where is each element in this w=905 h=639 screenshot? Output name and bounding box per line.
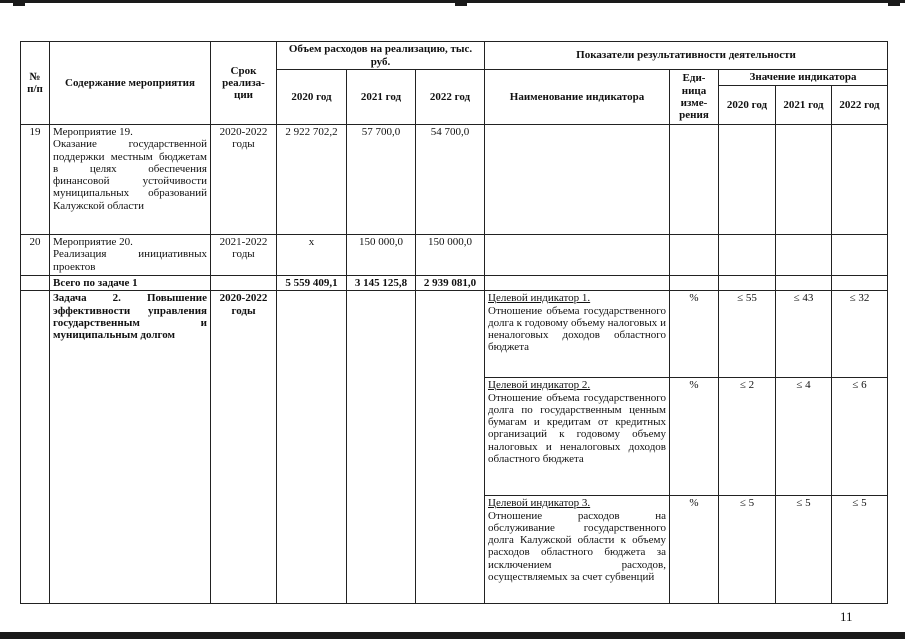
- measure-term: 2021-2022 годы: [211, 235, 277, 276]
- measure-cell: [50, 235, 211, 276]
- header-num: № п/п: [21, 42, 50, 125]
- indicator-title: Целевой индикатор 2.: [488, 379, 591, 392]
- header-value-year-2021: 2021 год: [776, 86, 832, 125]
- table-row: [21, 125, 888, 235]
- indicator-2022: ≤ 5: [832, 496, 888, 604]
- scan-mark: [13, 0, 25, 6]
- scan-mark: [888, 0, 900, 6]
- header-cost-year-2021: 2021 год: [347, 70, 416, 125]
- header-cost-year-2022: 2022 год: [416, 70, 485, 125]
- table-row: [21, 291, 888, 378]
- header-unit: Еди-ница изме-рения: [670, 70, 719, 125]
- total-2020: 5 559 409,1: [277, 276, 347, 291]
- indicator-title: Целевой индикатор 1.: [488, 292, 591, 305]
- cost-2020: 2 922 702,2: [277, 125, 347, 235]
- indicator-unit: %: [670, 291, 719, 378]
- row-num: 19: [21, 125, 50, 235]
- header-content: Содержание мероприятия: [50, 42, 211, 125]
- indicator-cell: [485, 378, 670, 496]
- indicator-2021: ≤ 43: [776, 291, 832, 378]
- cost-2022: 150 000,0: [416, 235, 485, 276]
- task2-term: 2020-2022 годы: [211, 291, 277, 604]
- measure-title: Мероприятие 20.: [53, 236, 133, 248]
- indicator-2022: ≤ 32: [832, 291, 888, 378]
- indicator-unit: %: [670, 378, 719, 496]
- measure-desc: Оказание государственной поддержки местным бюджетам в целях обеспечения финансовой устойчивости муниципальных образований Калужской области: [53, 138, 207, 212]
- total-2021: 3 145 125,8: [347, 276, 416, 291]
- task2-title: Задача 2. Повышение эффективности управления государственным и муниципальным долгом: [50, 291, 211, 604]
- header-indicator-value: Значение индикатора: [719, 70, 888, 86]
- header-value-year-2020: 2020 год: [719, 86, 776, 125]
- indicator-2020: ≤ 2: [719, 378, 776, 496]
- total-2022: 2 939 081,0: [416, 276, 485, 291]
- indicator-unit: %: [670, 496, 719, 604]
- header-results: Показатели результативности деятельности: [485, 42, 888, 70]
- indicator-cell: [485, 291, 670, 378]
- indicator-2021: ≤ 5: [776, 496, 832, 604]
- measure-term: 2020-2022 годы: [211, 125, 277, 235]
- scan-mark: [455, 0, 467, 6]
- header-costs: Объем расходов на реализацию, тыс. руб.: [277, 42, 485, 70]
- indicator-2022: ≤ 6: [832, 378, 888, 496]
- measure-cell: [50, 125, 211, 235]
- header-term: Срок реализа-ции: [211, 42, 277, 125]
- program-table: [20, 41, 888, 604]
- total-label: Всего по задаче 1: [50, 276, 211, 291]
- indicator-title: Целевой индикатор 3.: [488, 497, 591, 510]
- total-row: [21, 276, 888, 291]
- header-indicator-name: Наименование индикатора: [485, 70, 670, 125]
- indicator-2020: ≤ 5: [719, 496, 776, 604]
- cost-2021: 150 000,0: [347, 235, 416, 276]
- measure-desc: Реализация инициативных проектов: [53, 248, 207, 273]
- cost-2021: 57 700,0: [347, 125, 416, 235]
- scan-border-top: [0, 0, 905, 3]
- indicator-cell: [485, 496, 670, 604]
- header-cost-year-2020: 2020 год: [277, 70, 347, 125]
- row-num: 20: [21, 235, 50, 276]
- cost-2022: 54 700,0: [416, 125, 485, 235]
- page-number: 11: [840, 609, 853, 624]
- indicator-desc: Отношение объема государственного долга по государственным ценным бумагам и кредитам от кредитных организаций к годовому объему налоговых и неналоговых доходов областного бюджета: [488, 391, 666, 466]
- scan-border-bottom: [0, 632, 905, 639]
- indicator-2021: ≤ 4: [776, 378, 832, 496]
- header-value-year-2022: 2022 год: [832, 86, 888, 125]
- indicator-desc: Отношение объема государственного долга к годовому объему налоговых и неналоговых доходов областного бюджета: [488, 304, 666, 354]
- indicator-desc: Отношение расходов на обслуживание государственного долга Калужской области к объему расходов областного бюджета за исключением расходов, осуществляемых за счет субвенций: [488, 509, 666, 584]
- cost-2020: х: [277, 235, 347, 276]
- measure-title: Мероприятие 19.: [53, 126, 133, 138]
- table-row: [21, 235, 888, 276]
- indicator-2020: ≤ 55: [719, 291, 776, 378]
